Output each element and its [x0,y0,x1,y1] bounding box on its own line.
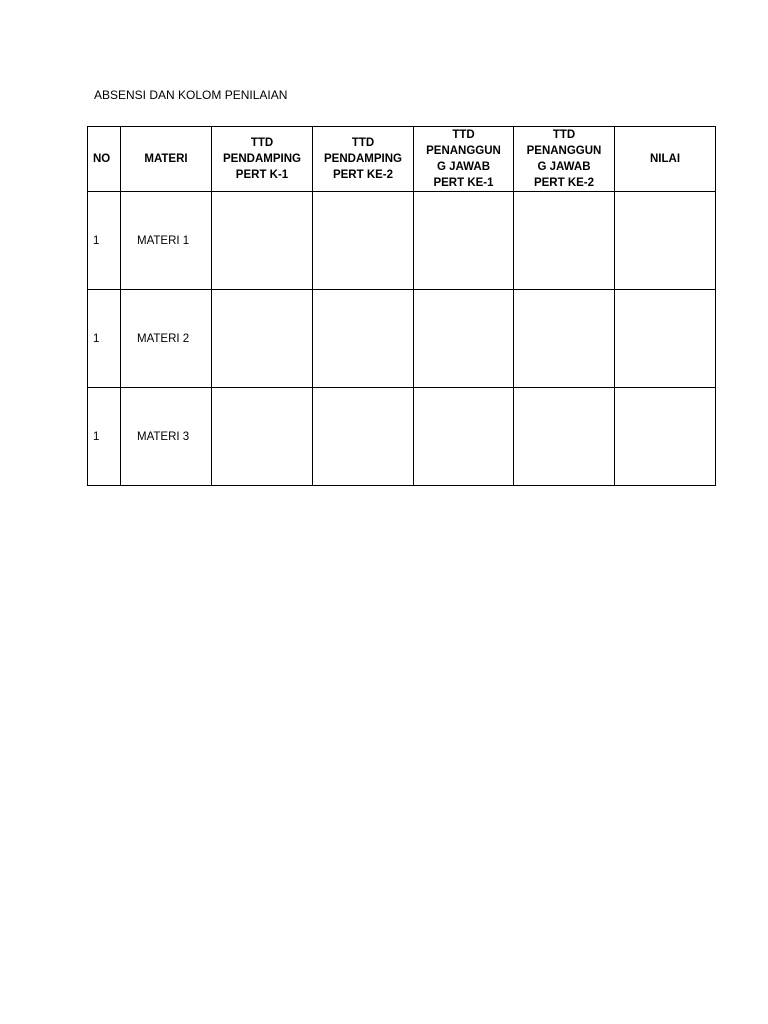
signature-cell[interactable] [212,192,313,290]
row-materi: MATERI 2 [121,290,212,388]
row-no: 1 [88,192,121,290]
row-no: 1 [88,290,121,388]
signature-cell[interactable] [313,290,414,388]
header-ttd-pendamping-2: TTD PENDAMPING PERT KE-2 [313,127,414,192]
header-no: NO [88,127,121,192]
signature-cell[interactable] [212,290,313,388]
table-row [88,388,716,486]
signature-cell[interactable] [514,192,615,290]
signature-cell[interactable] [313,388,414,486]
header-ttd-penanggung-jawab-2: TTD PENANGGUN G JAWAB PERT KE-2 [514,127,615,192]
signature-cell[interactable] [414,192,514,290]
header-ttd-pendamping-1: TTD PENDAMPING PERT K-1 [212,127,313,192]
row-no: 1 [88,388,121,486]
signature-cell[interactable] [514,388,615,486]
signature-cell[interactable] [212,388,313,486]
table-header-row [88,127,716,192]
table-row [88,290,716,388]
header-ttd-penanggung-jawab-1: TTD PENANGGUN G JAWAB PERT KE-1 [414,127,514,192]
score-cell[interactable] [615,290,716,388]
score-cell[interactable] [615,192,716,290]
signature-cell[interactable] [313,192,414,290]
row-materi: MATERI 1 [121,192,212,290]
signature-cell[interactable] [414,290,514,388]
score-cell[interactable] [615,388,716,486]
signature-cell[interactable] [414,388,514,486]
attendance-table [87,126,716,486]
signature-cell[interactable] [514,290,615,388]
header-nilai: NILAI [615,127,716,192]
table-row [88,192,716,290]
header-materi: MATERI [121,127,212,192]
page-title: ABSENSI DAN KOLOM PENILAIAN [94,88,288,102]
row-materi: MATERI 3 [121,388,212,486]
